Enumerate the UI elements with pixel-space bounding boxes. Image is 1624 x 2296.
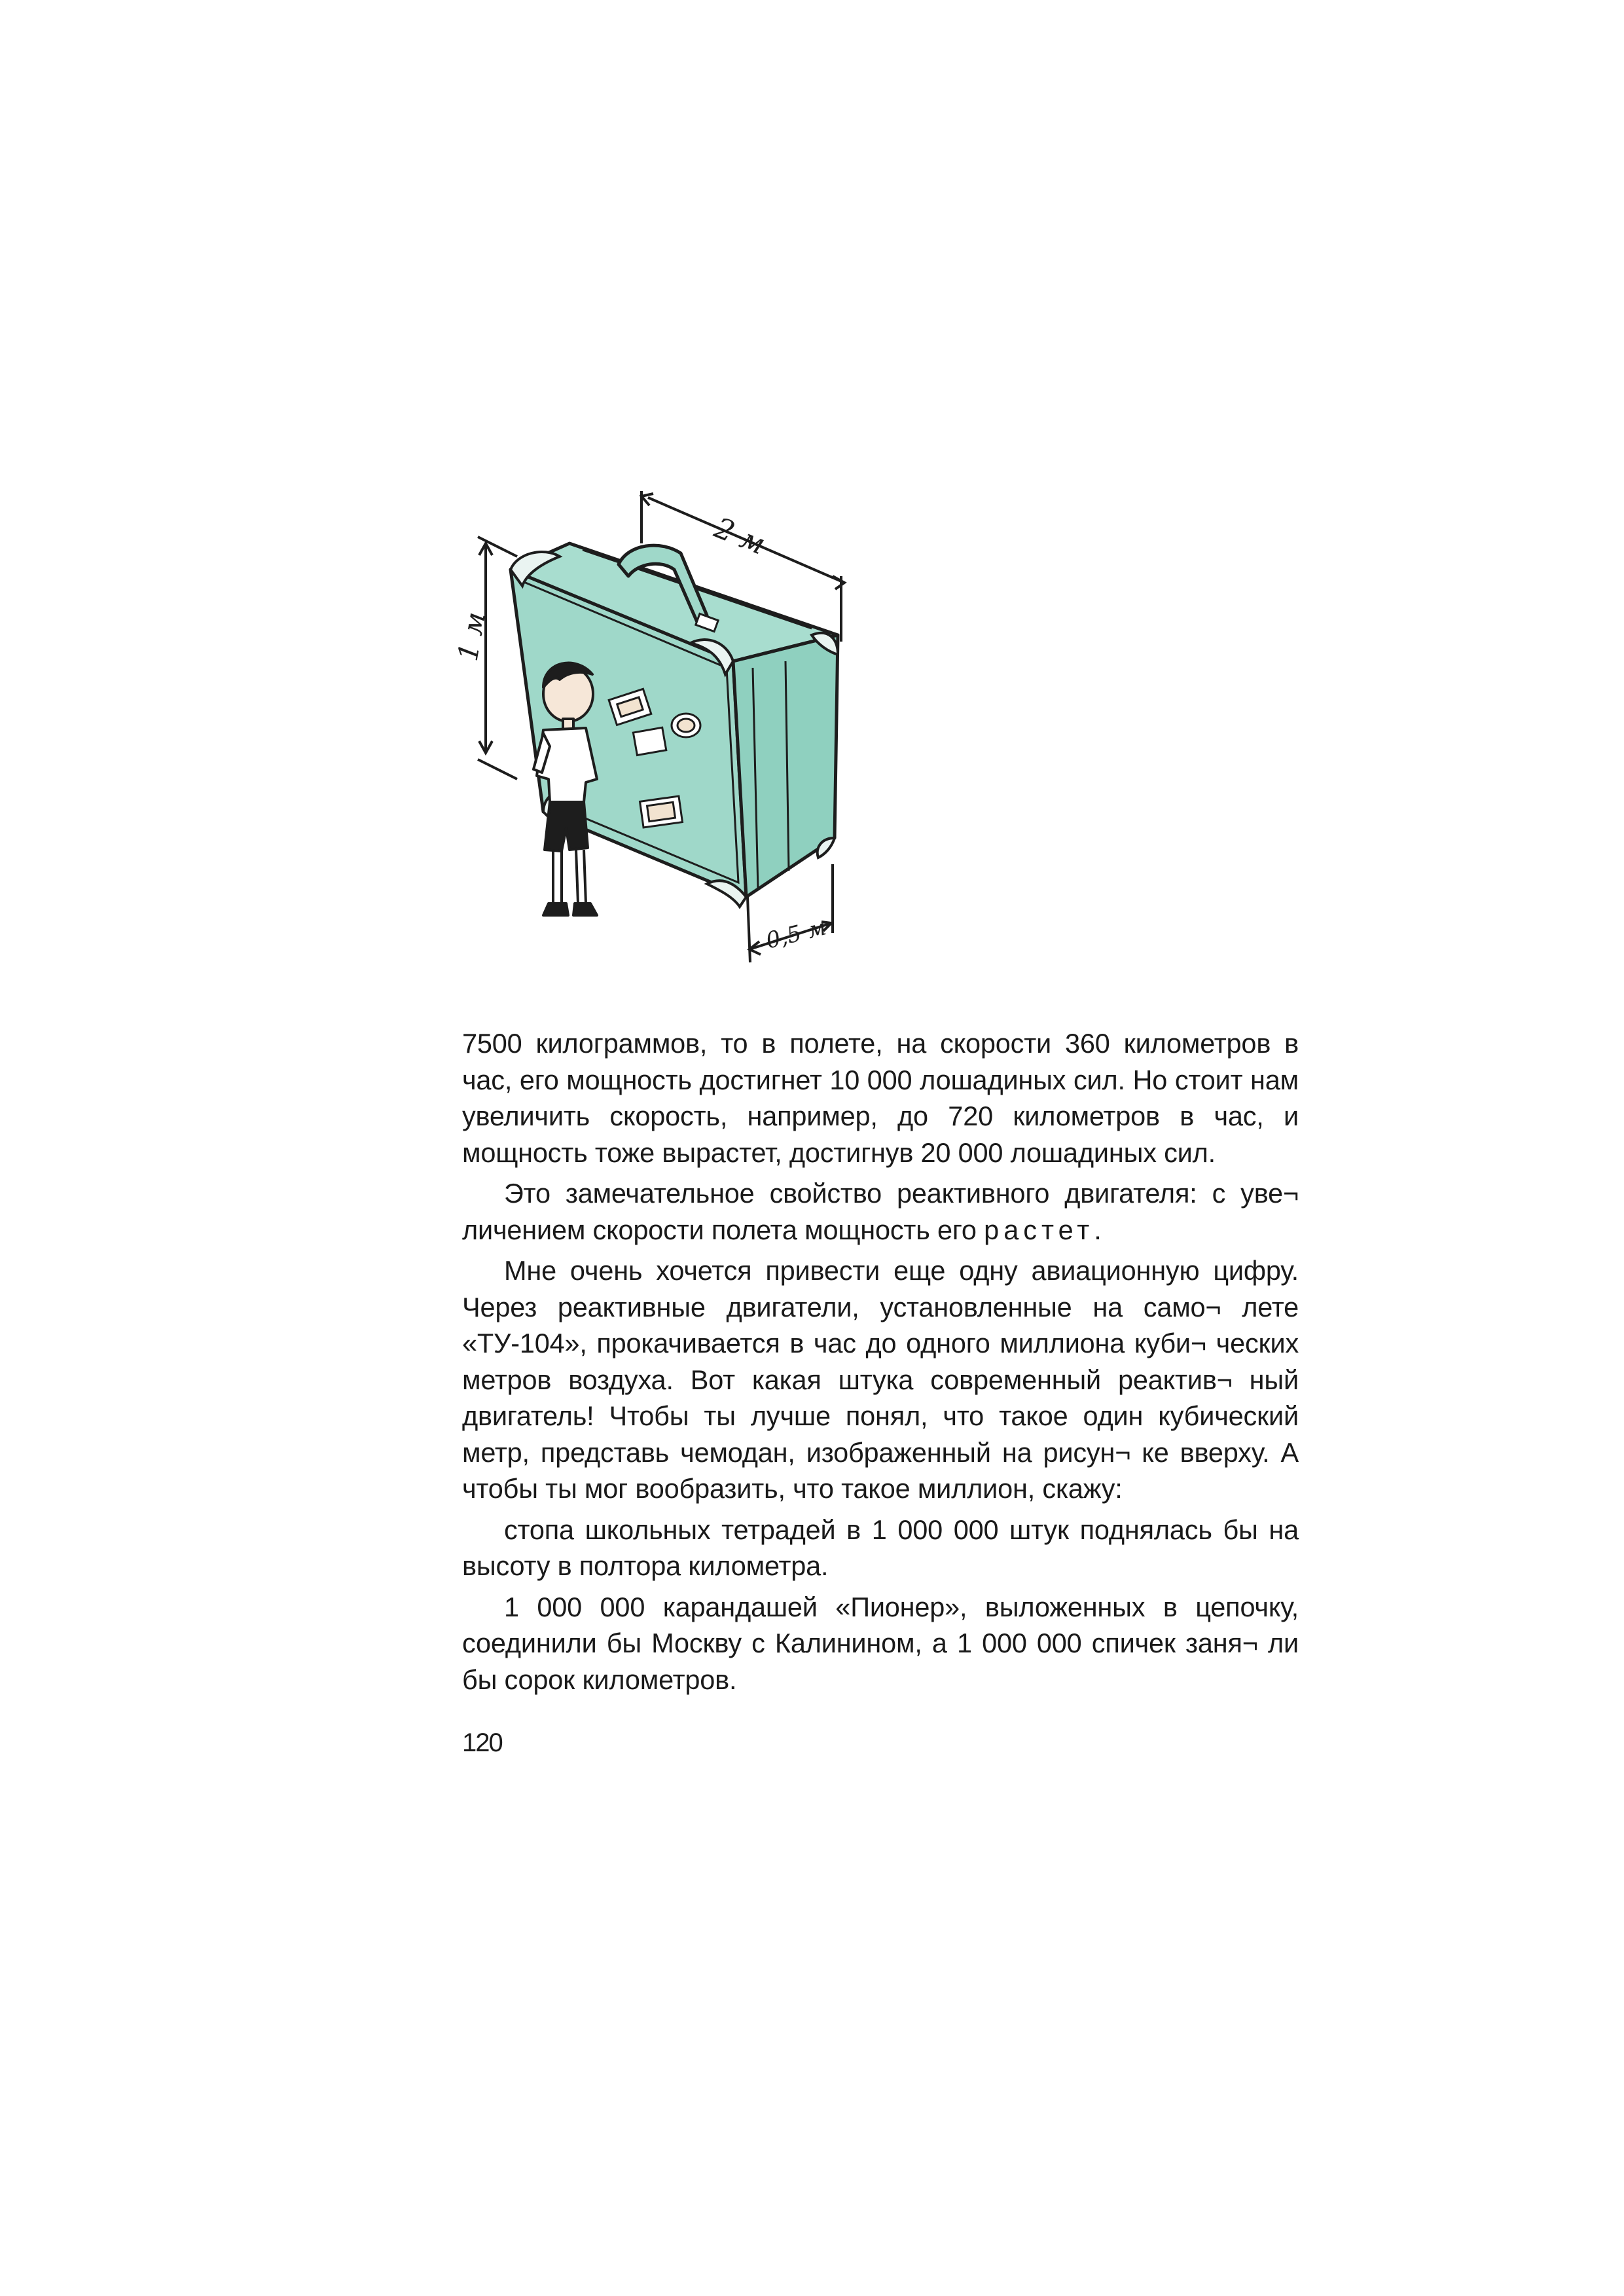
- page-number: 120: [462, 1728, 502, 1757]
- height-label: 1 м: [451, 610, 492, 664]
- suitcase-illustration: [445, 471, 877, 982]
- depth-label: 0,5 м: [763, 914, 829, 955]
- width-label: 2 м: [710, 511, 770, 562]
- paragraph-1: 7500 килограммов, то в полете, на скорости 360 километров в час, его мощность достигнет 10 000 лошадиных сил. Но стоит нам увеличить скорость, например, до 720 километров в час, и мощность тоже вырастет, достигнув 20 000 лошадиных сил.: [462, 1028, 1299, 1168]
- paragraph-2-start: Это замечательное свойство реактивного двигателя: с уве¬ личением скорости полета мощность его: [462, 1178, 1299, 1245]
- paragraph-5: 1 000 000 карандашей «Пионер», выложенных в цепочку, соединили бы Москву с Калинином, а 1 000 000 спичек заня¬ ли бы сорок километров.: [462, 1591, 1299, 1695]
- emphasized-word: растет: [984, 1214, 1094, 1245]
- paragraph-2-end: .: [1094, 1214, 1102, 1245]
- paragraph-3: Мне очень хочется привести еще одну авиационную цифру. Через реактивные двигатели, установленные на само¬ лете «ТУ-104», прокачивается в час до одного миллиона куби¬ ческих метров воздуха. Вот какая штука современный реактив¬ ный двигатель! Чтобы ты лучше понял, что такое один кубический метр, представь чемодан, изображенный на рисун¬ ке вверху. А чтобы ты мог вообразить, что такое миллион, скажу:: [462, 1255, 1299, 1504]
- body-text: [462, 1025, 1299, 1702]
- paragraph-4: стопа школьных тетрадей в 1 000 000 штук поднялась бы на высоту в полтора километра.: [462, 1514, 1299, 1581]
- paragraph-2: [462, 1175, 1299, 1248]
